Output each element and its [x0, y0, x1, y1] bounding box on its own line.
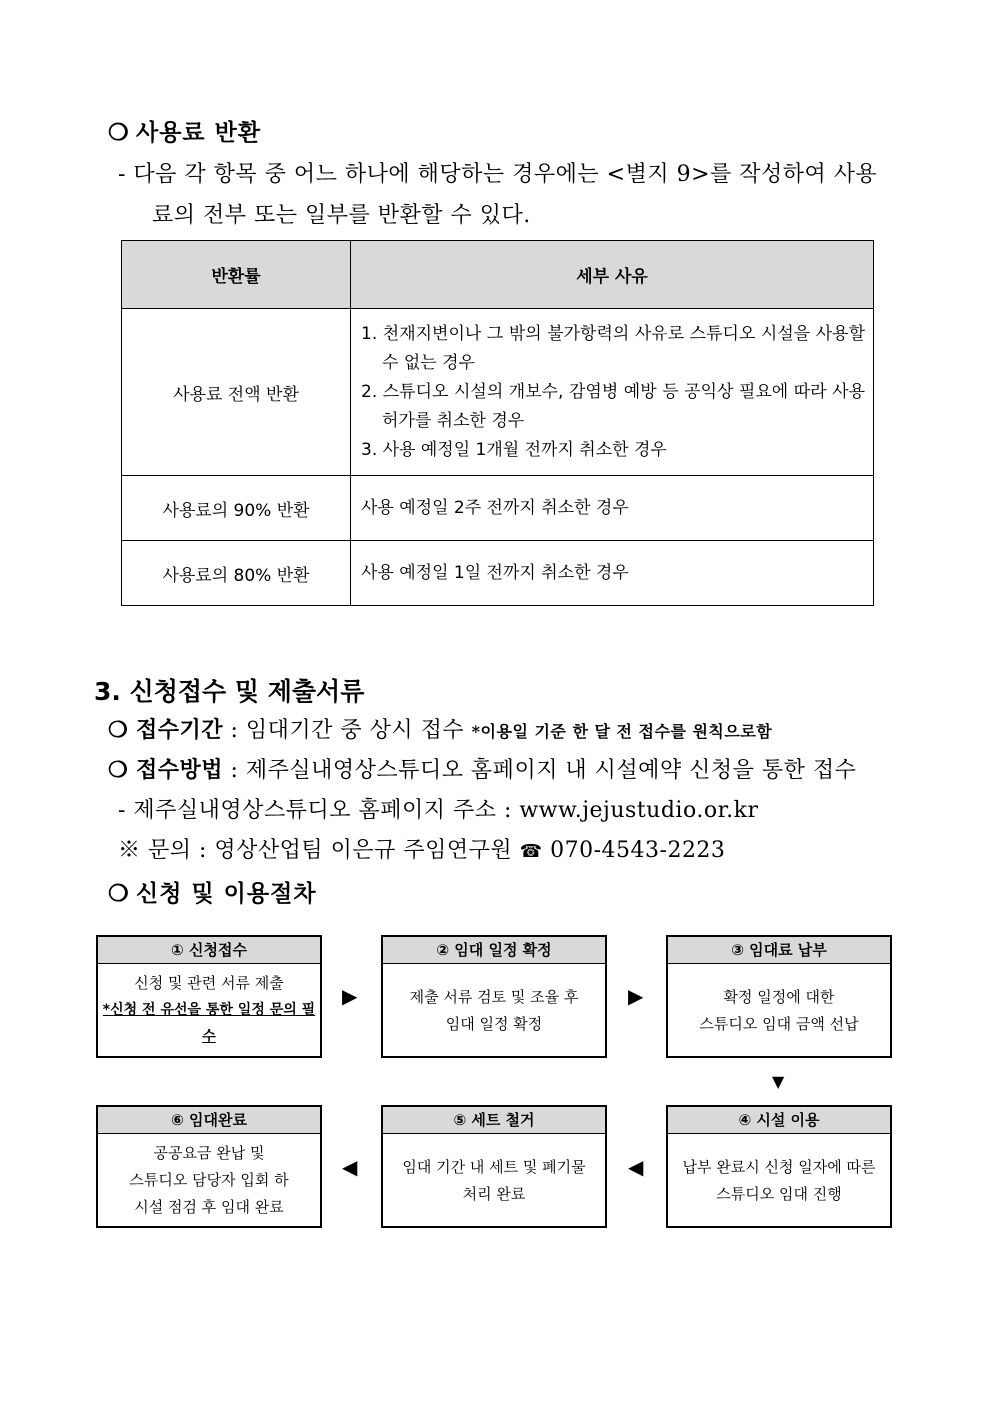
step-box-6 [96, 1105, 322, 1228]
step-box-1 [96, 935, 322, 1058]
reception-period-value: : 임대기간 중 상시 접수 [230, 718, 465, 743]
homepage-line: - 제주실내영상스튜디오 홈페이지 주소 : www.jejustudio.or.kr [118, 798, 759, 823]
step-title: ⑥ 임대완료 [98, 1107, 320, 1134]
step-text: 임대 기간 내 세트 및 폐기물 [402, 1157, 586, 1176]
table-header-reason: 세부 사유 [351, 241, 874, 309]
step-box-3 [666, 935, 892, 1058]
rate-cell: 사용료의 90% 반환 [122, 476, 351, 541]
step-title: ③ 임대료 납부 [668, 937, 890, 964]
reason-item: 3. 사용 예정일 1개월 전까지 취소한 경우 [361, 439, 667, 460]
arrow-right-icon: ▶ [628, 984, 644, 1008]
reason-cell: 사용 예정일 1일 전까지 취소한 경우 [351, 541, 874, 606]
step-title: ⑤ 세트 철거 [383, 1107, 605, 1134]
step-note: *신청 전 유선을 통한 일정 문의 필수 [102, 1002, 316, 1045]
refund-intro-line2: 료의 전부 또는 일부를 반환할 수 있다. [152, 203, 531, 228]
reason-item: 1. 천재지변이나 그 밖의 불가항력의 사유로 스튜디오 시설을 사용할 수 없는 경우 [361, 323, 865, 373]
bullet-circle-icon: ❍ [108, 757, 129, 783]
reason-cell: 사용 예정일 2주 전까지 취소한 경우 [351, 476, 874, 541]
step-text: 확정 일정에 대한 [723, 987, 835, 1006]
arrow-right-icon: ▶ [342, 984, 358, 1008]
arrow-left-icon: ◀ [342, 1155, 358, 1179]
step-box-4 [666, 1105, 892, 1228]
step-box-5 [381, 1105, 607, 1228]
phone-number: 070-4543-2223 [550, 838, 726, 863]
refund-intro-line1: - 다음 각 항목 중 어느 하나에 해당하는 경우에는 <별지 9>를 작성하여 사용 [118, 162, 878, 187]
step-title: ① 신청접수 [98, 937, 320, 964]
rate-cell: 사용료의 80% 반환 [122, 541, 351, 606]
rate-cell: 사용료 전액 반환 [122, 309, 351, 476]
step-text: 공공요금 완납 및 [153, 1144, 265, 1162]
reception-method-value: : 제주실내영상스튜디오 홈페이지 내 시설예약 신청을 통한 접수 [230, 758, 857, 783]
step-text: 스튜디오 담당자 입회 하 [129, 1171, 289, 1189]
table-header-rate: 반환률 [122, 241, 351, 309]
bullet-circle-icon: ❍ [108, 717, 129, 743]
refund-heading [108, 114, 261, 147]
refund-heading-text: 사용료 반환 [136, 119, 262, 146]
reason-cell [351, 309, 874, 476]
arrow-left-icon: ◀ [628, 1155, 644, 1179]
step-text: 납부 완료시 신청 일자에 따른 [682, 1157, 876, 1176]
arrow-down-icon: ▼ [772, 1072, 785, 1091]
inquiry-line [118, 833, 725, 864]
step-title: ④ 시설 이용 [668, 1107, 890, 1134]
step-text: 스튜디오 임대 진행 [716, 1184, 842, 1203]
inquiry-text: ※ 문의 : 영상산업팀 이은규 주임연구원 [118, 838, 513, 863]
step-title: ② 임대 일정 확정 [383, 937, 605, 964]
reception-period-note: *이용일 기준 한 달 전 접수를 원칙으로함 [471, 722, 773, 741]
table-row [122, 476, 874, 541]
step-text: 스튜디오 임대 금액 선납 [699, 1014, 859, 1033]
bullet-circle-icon: ❍ [108, 119, 130, 146]
step-text: 신청 및 관련 서류 제출 [134, 974, 284, 992]
reason-item: 2. 스튜디오 시설의 개보수, 감염병 예방 등 공익상 필요에 따라 사용 허가를 취소한 경우 [361, 381, 865, 431]
section3-title: 3. 신청접수 및 제출서류 [94, 677, 365, 706]
step-text: 처리 완료 [462, 1184, 526, 1203]
step-text: 임대 일정 확정 [445, 1014, 543, 1033]
phone-icon: ☎ [519, 841, 543, 862]
reception-period [108, 713, 772, 744]
step-text: 시설 점검 후 임대 완료 [134, 1198, 284, 1216]
step-box-2 [381, 935, 607, 1058]
procedure-heading [108, 875, 317, 908]
step-text: 제출 서류 검토 및 조율 후 [409, 987, 579, 1006]
table-row [122, 309, 874, 476]
reception-method [108, 753, 856, 784]
reception-method-label: 접수방법 [136, 757, 224, 783]
reception-period-label: 접수기간 [136, 717, 224, 743]
procedure-heading-text: 신청 및 이용절차 [136, 880, 317, 907]
refund-table [121, 240, 874, 606]
table-row [122, 541, 874, 606]
bullet-circle-icon: ❍ [108, 880, 130, 907]
